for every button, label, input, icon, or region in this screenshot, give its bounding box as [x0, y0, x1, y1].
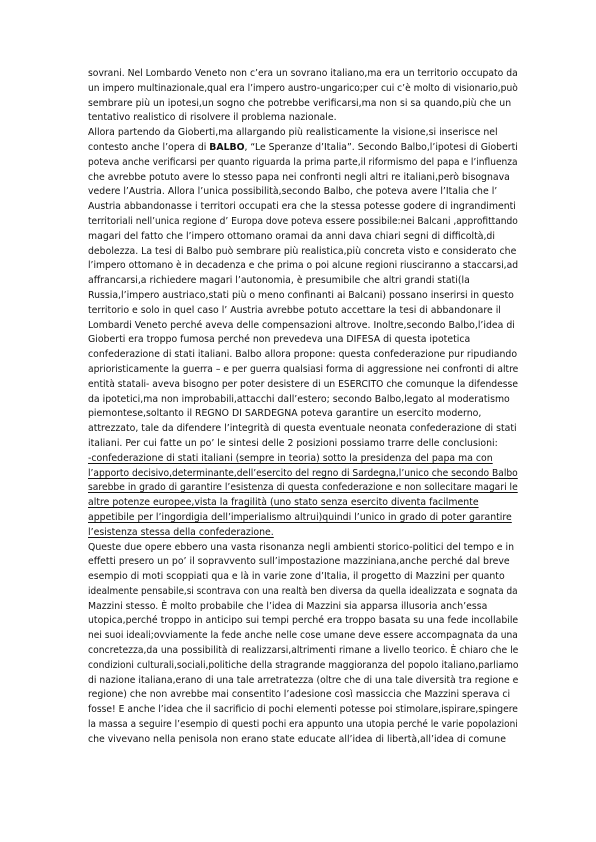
- underlined-conclusion-line: altre potenze europee,vista la fragilità (uno stato senza esercito diventa facilmente: [88, 497, 479, 509]
- text-line: regione) che non avrebbe mai consentito l’adesione così massiccia che Mazzini sperava ci: [88, 689, 511, 701]
- text-line: Queste due opere ebbero una vasta risonanza negli ambienti storico-politici del tempo e in: [88, 541, 515, 553]
- document-page: [88, 67, 518, 748]
- text-line: che avrebbe potuto avere lo stesso papa nei confronti negli altri re italiani,però bisognava: [88, 171, 510, 183]
- text-line: Russia,l’impero austriaco,stati più o meno confinanti ai Balcani) possano inserirsi in questo: [88, 289, 514, 301]
- underlined-conclusion-line: l’esistenza stessa della confederazione.: [88, 526, 274, 538]
- text-line: affrancarsi,a richiedere magari l’autonomia, è presumibile che altri grandi stati(la: [88, 275, 470, 287]
- text-line: l’impero ottomano è in decadenza e che prima o poi alcune regioni riusciranno a staccarsi,ad: [88, 260, 519, 272]
- underlined-conclusion-line: -confederazione di stati italiani (sempre in teoria) sotto la presidenza del papa ma con: [88, 452, 493, 464]
- text-line: debolezza. La tesi di Balbo può sembrare più realistica,più concreta visto e considerato che: [88, 245, 517, 257]
- text-line: di nazione italiana,erano di una tale arretratezza (oltre che di una tale diversità tra regione e: [88, 674, 519, 686]
- text-line: sembrare più un ipotesi,un sogno che potrebbe verificarsi,ma non si sa quando,più che un: [88, 97, 512, 109]
- text-line: tentativo realistico di risolvere il problema nazionale.: [88, 112, 337, 124]
- text-line: esempio di moti scoppiati qua e là in varie zone d’Italia, il progetto di Mazzini per quanto: [88, 571, 505, 583]
- text-line: Allora partendo da Gioberti,ma allargando più realisticamente la visione,si inserisce nel: [88, 127, 498, 139]
- text-line: la massa a seguire l’esempio di questi pochi era appunto una utopia perché le varie popolazioni: [88, 719, 518, 731]
- text-line: territoriali nell’unica regione d’ Europa dove poteva essere possibile:nei Balcani ,approfittando: [88, 215, 518, 227]
- text-line: Lombardi Veneto perché aveva delle compensazioni altrove. Inoltre,secondo Balbo,l’idea di: [88, 319, 515, 331]
- underlined-conclusion-line: appetibile per l’ingordigia dell’imperialismo altrui)quindi l’unico in grado di poter garantire: [88, 511, 512, 523]
- text-line: Mazzini stesso. È molto probabile che l’idea di Mazzini sia apparsa illusoria anch’essa: [88, 600, 488, 612]
- text-line: un impero multinazionale,qual era l’impero austro-ungarico;per cui c’è molto di visionario,può: [88, 82, 518, 94]
- text-line: condizioni culturali,sociali,politiche della stragrande maggioranza del popolo italiano,parliamo: [88, 659, 519, 671]
- text-line: da ipotetici,ma non improbabili,attacchi dall’estero; secondo Balbo,legato al moderatismo: [88, 393, 510, 405]
- underlined-conclusion-line: sarebbe in grado di garantire l’esistenza di questa confederazione e non sollecitare magari le: [88, 482, 518, 494]
- text-line: Gioberti era troppo fumosa perché non prevedeva una DIFESA di questa ipotetica: [88, 334, 471, 346]
- text-line: utopica,perché troppo in anticipo sui tempi perché era troppo basata su una fede incollabile: [88, 615, 519, 627]
- text-line: sovrani. Nel Lombardo Veneto non c’era un sovrano italiano,ma era un territorio occupato da: [88, 68, 518, 79]
- text-line: attrezzato, tale da difendere l’integrità di questa eventuale neonata confederazione di stati: [88, 423, 517, 435]
- text-line: magari del fatto che l’impero ottomano oramai da anni dava chiari segni di difficoltà,di: [88, 230, 495, 242]
- text-line: vedere l’Austria. Allora l’unica possibilità,secondo Balbo, che poteva avere l’Italia che l’: [88, 186, 498, 198]
- text-span: contesto anche l’opera di: [88, 141, 210, 153]
- text-line: che vivevano nella penisola non erano state educate all’idea di libertà,all’idea di comune: [88, 733, 506, 745]
- text-line: entità statali- aveva bisogno per poter desistere di un ESERCITO che comunque la difendesse: [88, 378, 518, 390]
- text-line: effetti presero un po’ il sopravvento sull’impostazione mazziniana,anche perché dal breve: [88, 556, 510, 568]
- bold-author-name: BALBO: [209, 141, 245, 153]
- text-line: italiani. Per cui fatte un po’ le sintesi delle 2 posizioni possiamo trarre delle conclusioni:: [88, 437, 498, 449]
- text-line: poteva anche verificarsi per quanto riguarda la prima parte,il riformismo del papa e l’influenza: [88, 156, 518, 168]
- text-line: [88, 141, 516, 156]
- text-line: nei suoi ideali;ovviamente la fede anche nelle cose umane deve essere accompagnata da una: [88, 630, 518, 642]
- underlined-conclusion-line: l’apporto decisivo,determinante,dell’esercito del regno di Sardegna,l’unico che secondo Balbo: [88, 467, 518, 479]
- text-line: idealmente pensabile,si scontrava con una realtà ben diversa da quella idealizzata e sognata da: [88, 585, 518, 597]
- text-line: confederazione di stati italiani. Balbo allora propone: questa confederazione pur ripudiando: [88, 349, 518, 361]
- text-line: fosse! E anche l’idea che il sacrificio di pochi elementi potesse poi stimolare,ispirare,spingere: [88, 704, 518, 716]
- text-line: Austria abbandonasse i territori occupati era che la stessa potesse godere di ingrandimenti: [88, 201, 516, 213]
- text-line: territorio e solo in quel caso l’ Austria avrebbe potuto accettare la tesi di abbandonare il: [88, 304, 501, 316]
- text-line: piemontese,soltanto il REGNO DI SARDEGNA poteva garantire un esercito moderno,: [88, 408, 482, 420]
- text-span: , “Le Speranze d’Italia”. Secondo Balbo,l’ipotesi di Gioberti: [244, 141, 518, 153]
- text-line: aprioristicamente la guerra – e per guerra qualsiasi forma di aggressione nei confronti di altre: [88, 363, 519, 375]
- text-line: concretezza,da una possibilità di realizzarsi,altrimenti rimane a livello teorico. È chiaro che le: [88, 645, 519, 657]
